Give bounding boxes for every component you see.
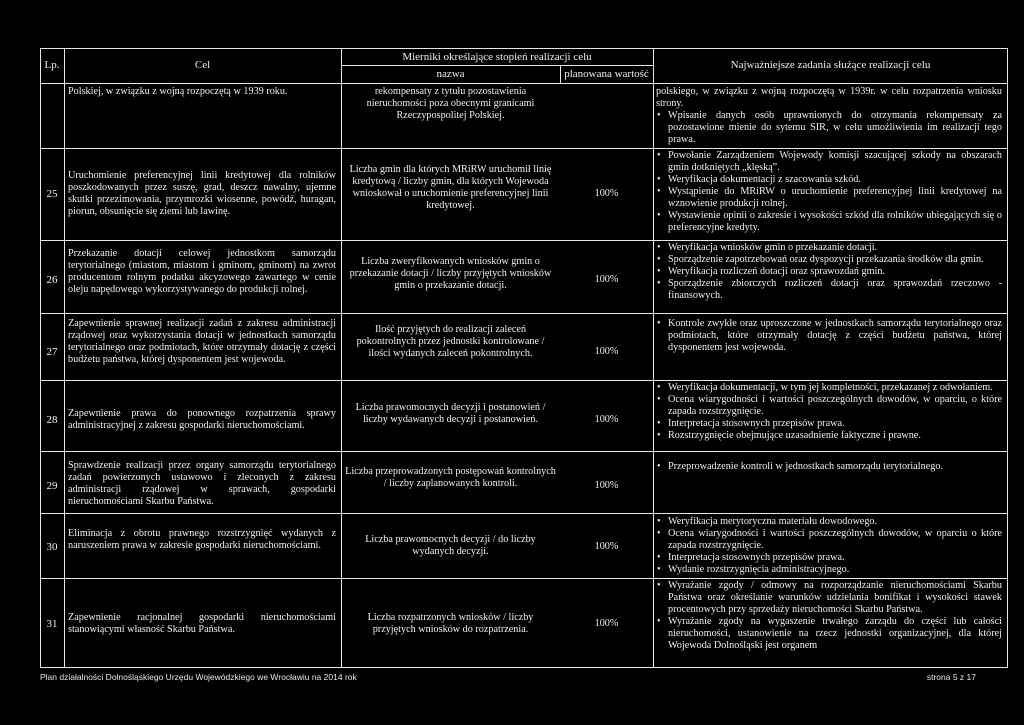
row-zadania [656, 580, 1002, 652]
plan-table [40, 48, 1008, 668]
row-miernik-nazwa: Liczba zweryfikowanych wniosków gmin o przekazanie dotacji / liczby przyjętych wniosków gmin o przekazanie dotacji. [349, 256, 552, 291]
task-item: • Wystąpienie do MRiRW o uruchomienie preferencyjnej linii kredytowej na wznowienie produkcji rolnej. [656, 186, 1002, 210]
row-miernik-nazwa: Liczba przeprowadzonych postępowań kontrolnych / liczby zaplanowanych kontroli. [345, 466, 556, 489]
row-cel-text: Uruchomienie preferencyjnej linii kredytowej dla rolników poszkodowanych przez suszę, grad, deszcz nawalny, ujemne skutki przezimowania, przymrozki wiosenne, powódź, huragan, piorun, obsunięcie się ziemi lub lawinę. [68, 170, 336, 217]
row-planowana-wartosc: 100% [594, 188, 619, 199]
row-miernik-nazwa: rekompensaty z tytułu pozostawienia nieruchomości poza obecnymi granicami Rzeczypospolitej Polskiej. [366, 86, 535, 121]
task-item: • Weryfikacja rozliczeń dotacji oraz sprawozdań gmin. [656, 266, 1002, 278]
task-item: • Wydanie rozstrzygnięcia administracyjnego. [656, 564, 1002, 576]
row-cel-text: Zapewnienie racjonalnej gospodarki nieruchomościami stanowiącymi własność Skarbu Państwa. [68, 612, 336, 635]
row-zadania [656, 150, 1002, 234]
row-number: 31 [46, 618, 58, 630]
header-nazwa: nazwa [436, 68, 465, 80]
footer-title: Plan działalności Dolnośląskiego Urzędu Wojewódzkiego we Wrocławiu na 2014 rok [40, 672, 357, 682]
row-zadania [656, 242, 1002, 302]
task-item: • Ocena wiarygodności i wartości poszczególnych dowodów, w oparciu o które zapada rozstrzygnięcie. [656, 528, 1002, 552]
task-item: • Weryfikacja merytoryczna materiału dowodowego. [656, 516, 1002, 528]
header-lp: Lp. [44, 59, 60, 71]
header-zadania: Najważniejsze zadania służące realizacji celu [730, 59, 931, 71]
row-planowana-wartosc: 100% [594, 541, 619, 552]
row-planowana-wartosc: 100% [594, 480, 619, 491]
task-item: • Wyrażanie zgody / odmowy na rozporządzanie nieruchomościami Skarbu Państwa oraz określanie warunków udzielania bonifikat i wysokości stawek procentowych przy sprzedaży nieruchomości Skarbu Państwa. [656, 580, 1002, 616]
row-zadania [656, 461, 1002, 473]
row-planowana-wartosc: 100% [594, 414, 619, 425]
task-item: • Rozstrzygnięcie obejmujące uzasadnienie faktyczne i prawne. [656, 430, 1002, 442]
task-item: • Wystawienie opinii o zakresie i wysokości szkód dla rolników ubiegających się o preferencyjne kredyty. [656, 210, 1002, 234]
row-miernik-nazwa: Liczba prawomocnych decyzji / do liczby wydanych decyzji. [365, 534, 536, 557]
header-cel: Cel [194, 59, 211, 71]
task-item: • Wpisanie danych osób uprawnionych do otrzymania rekompensaty za pozostawione mienie do sytemu SIR, w celu umożliwienia im realizacji tego prawa. [656, 110, 1002, 146]
task-item: • Powołanie Zarządzeniem Wojewody komisji szacującej szkody na obszarach gmin dotkniętych „klęską”. [656, 150, 1002, 174]
task-item: • Interpretacja stosownych przepisów prawa. [656, 418, 1002, 430]
task-item: • Przeprowadzenie kontroli w jednostkach samorządu terytorialnego. [656, 461, 1002, 473]
row-cel-text: Przekazanie dotacji celowej jednostkom samorządu terytorialnego (miastom, miastom i gminom, gminom) na zwrot producentom rolnym podatku akcyzowego zawartego w cenie oleju napędowego wykorzystywanego do produkcji rolnej. [68, 248, 336, 295]
row-zadania [656, 516, 1002, 576]
row-planowana-wartosc: 100% [594, 346, 619, 357]
row-cel-text: Sprawdzenie realizacji przez organy samorządu terytorialnego zadań powierzonych ustawowo i zleconych z zakresu administracji rządowej w sprawach, gospodarki nieruchomościami Skarbu Państwa. [68, 460, 336, 507]
row-number: 30 [46, 541, 58, 553]
row-miernik-nazwa: Ilość przyjętych do realizacji zaleceń pokontrolnych przez jednostki kontrolowane / ilości wydanych zaleceń pokontrolnych. [356, 324, 545, 359]
task-item: • Weryfikacja wniosków gmin o przekazanie dotacji. [656, 242, 1002, 254]
row-planowana-wartosc: 100% [594, 618, 619, 629]
row-cel-text: Zapewnienie prawa do ponownego rozpatrzenia sprawy administracyjnej z zakresu gospodarki nieruchomościami. [68, 408, 336, 431]
row-cel-text: Eliminacja z obrotu prawnego rozstrzygnięć wydanych z naruszeniem prawa w zakresie gospodarki nieruchomościami. [68, 528, 336, 551]
task-text: polskiego, w związku z wojną rozpoczętą w 1939r. w celu rozpatrzenia wniosku strony. [656, 86, 1002, 109]
row-zadania [656, 382, 1002, 442]
row-number: 26 [46, 274, 58, 286]
task-item: • Wyrażanie zgody na wygaszenie trwałego zarządu do części lub całości nieruchomości, ustanowienie na rzecz jednostki organizacyjnej, dla której Wojewoda Dolnośląski jest organem [656, 616, 1002, 652]
row-number: 25 [46, 188, 58, 200]
page-number: strona 5 z 17 [926, 672, 976, 682]
task-item: • Weryfikacja dokumentacji z szacowania szkód. [656, 174, 1002, 186]
row-number: 28 [46, 414, 58, 426]
header-mierniki: Mierniki określające stopień realizacji celu [402, 51, 592, 63]
row-number: 29 [46, 480, 58, 492]
row-zadania [656, 318, 1002, 354]
task-item: • Sporządzenie zbiorczych rozliczeń dotacji oraz sprawozdań rzeczowo - finansowych. [656, 278, 1002, 302]
task-item: • Interpretacja stosownych przepisów prawa. [656, 552, 1002, 564]
row-miernik-nazwa: Liczba prawomocnych decyzji i postanowień / liczby wydawanych decyzji i postanowień. [355, 402, 546, 425]
header-planowana-wartosc: planowana wartość [564, 68, 649, 80]
row-number: 27 [46, 346, 58, 358]
task-item: • Weryfikacja dokumentacji, w tym jej kompletności, przekazanej z odwołaniem. [656, 382, 1002, 394]
row-miernik-nazwa: Liczba gmin dla których MRiRW uruchomił linię kredytową / liczby gmin, dla których Wojewoda wnioskował o uruchomienie preferencyjnej linii kredytowej. [349, 164, 552, 211]
task-item: • Kontrole zwykłe oraz uproszczone w jednostkach samorządu terytorialnego oraz podmiotach, które otrzymały dotację z części budżetu państwa, której dysponentem jest wojewoda. [656, 318, 1002, 354]
row-cel-text: Zapewnienie sprawnej realizacji zadań z zakresu administracji rządowej oraz wykorzystania dotacji w jednostkach samorządu terytorialnego oraz podmiotach, które otrzymały dotację z części budżetu państwa, której dysponentem jest wojewoda. [68, 318, 336, 365]
row-miernik-nazwa: Liczba rozpatrzonych wniosków / liczby przyjętych wniosków do rozpatrzenia. [367, 612, 534, 635]
row-cel-text: Polskiej, w związku z wojną rozpoczętą w 1939 roku. [68, 86, 288, 97]
row-planowana-wartosc: 100% [594, 274, 619, 285]
task-item: • Sporządzenie zapotrzebowań oraz dyspozycji przekazania środków dla gmin. [656, 254, 1002, 266]
row-zadania [656, 86, 1002, 146]
task-item: • Ocena wiarygodności i wartości poszczególnych dowodów, w oparciu, o które zapada rozstrzygnięcie. [656, 394, 1002, 418]
